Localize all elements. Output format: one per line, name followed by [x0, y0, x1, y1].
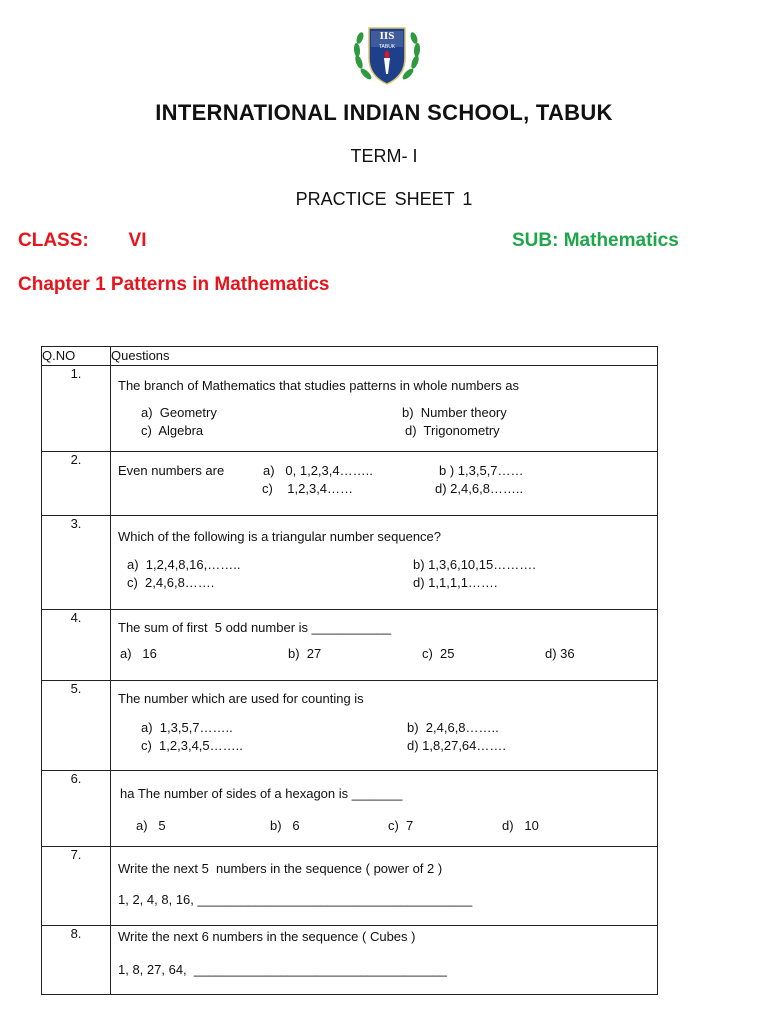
option-d: d) 10	[502, 818, 539, 833]
question-text: ha The number of sides of a hexagon is _______	[120, 786, 403, 801]
questions-table	[41, 346, 658, 995]
option-c: c) 1,2,3,4……	[262, 481, 354, 496]
table-row	[42, 610, 658, 681]
practice-sheet-title: PRACTICE SHEET 1	[295, 189, 473, 209]
option-a: a) 0, 1,2,3,4……..	[263, 463, 373, 478]
question-number: 4.	[42, 610, 111, 681]
question-number: 6.	[42, 771, 111, 847]
question-number: 2.	[42, 452, 111, 516]
question-cell	[111, 610, 658, 681]
option-d: d) 2,4,6,8……..	[435, 481, 524, 496]
option-d: d) 1,1,1,1…….	[413, 575, 498, 590]
school-title: INTERNATIONAL INDIAN SCHOOL, TABUK	[155, 100, 613, 125]
option-a: a) 5	[136, 818, 166, 833]
question-text: Write the next 6 numbers in the sequence ( Cubes )	[118, 929, 416, 944]
option-b: b) 27	[288, 646, 322, 661]
class-label: CLASS: VI	[18, 230, 147, 251]
logo-text: IIS	[379, 30, 395, 42]
table-row	[42, 847, 658, 926]
question-text: The sum of first 5 odd number is ___________	[118, 620, 392, 635]
option-b: b ) 1,3,5,7……	[439, 463, 524, 478]
question-text: Even numbers are	[118, 463, 225, 478]
option-c: c) Algebra	[141, 423, 204, 438]
option-a: a) 1,2,4,8,16,……..	[127, 557, 241, 572]
question-number: 8.	[42, 926, 111, 995]
option-d: d) Trigonometry	[405, 423, 500, 438]
option-a: a) 16	[120, 646, 157, 661]
question-number: 1.	[42, 366, 111, 452]
question-cell	[111, 847, 658, 926]
table-header-row	[42, 347, 658, 366]
question-cell	[111, 516, 658, 610]
option-b: b) Number theory	[402, 405, 507, 420]
answer-line: 1, 8, 27, 64, ___________________________________	[118, 962, 447, 977]
question-cell	[111, 681, 658, 771]
table-row	[42, 926, 658, 995]
table-row	[42, 452, 658, 516]
term-label: TERM- I	[350, 146, 418, 166]
table-row	[42, 516, 658, 610]
questions-header: Questions	[111, 347, 658, 366]
option-a: a) 1,3,5,7……..	[141, 720, 233, 735]
question-number: 3.	[42, 516, 111, 610]
subject-label: SUB: Mathematics	[512, 230, 679, 251]
question-text: Write the next 5 numbers in the sequence ( power of 2 )	[118, 861, 443, 876]
option-b: b) 1,3,6,10,15……….	[413, 557, 536, 572]
question-cell	[111, 926, 658, 995]
question-text: The number which are used for counting is	[118, 691, 364, 706]
option-b: b) 2,4,6,8……..	[407, 720, 499, 735]
table-row	[42, 366, 658, 452]
option-c: c) 7	[388, 818, 414, 833]
qno-header: Q.NO	[42, 347, 111, 366]
option-c: c) 25	[422, 646, 455, 661]
option-b: b) 6	[270, 818, 300, 833]
question-cell	[111, 771, 658, 847]
question-text: Which of the following is a triangular number sequence?	[118, 529, 442, 544]
option-d: d) 36	[545, 646, 575, 661]
option-c: c) 2,4,6,8…….	[127, 575, 215, 590]
question-number: 7.	[42, 847, 111, 926]
question-cell	[111, 366, 658, 452]
table-row	[42, 771, 658, 847]
answer-line: 1, 2, 4, 8, 16, ______________________________________	[118, 892, 473, 907]
question-cell	[111, 452, 658, 516]
question-text: The branch of Mathematics that studies patterns in whole numbers as	[118, 378, 520, 393]
chapter-title: Chapter 1 Patterns in Mathematics	[18, 274, 330, 295]
question-number: 5.	[42, 681, 111, 771]
table-row	[42, 681, 658, 771]
option-d: d) 1,8,27,64…….	[407, 738, 506, 753]
option-c: c) 1,2,3,4,5……..	[141, 738, 243, 753]
option-a: a) Geometry	[141, 405, 217, 420]
logo-subtext: TABUK	[378, 44, 396, 50]
